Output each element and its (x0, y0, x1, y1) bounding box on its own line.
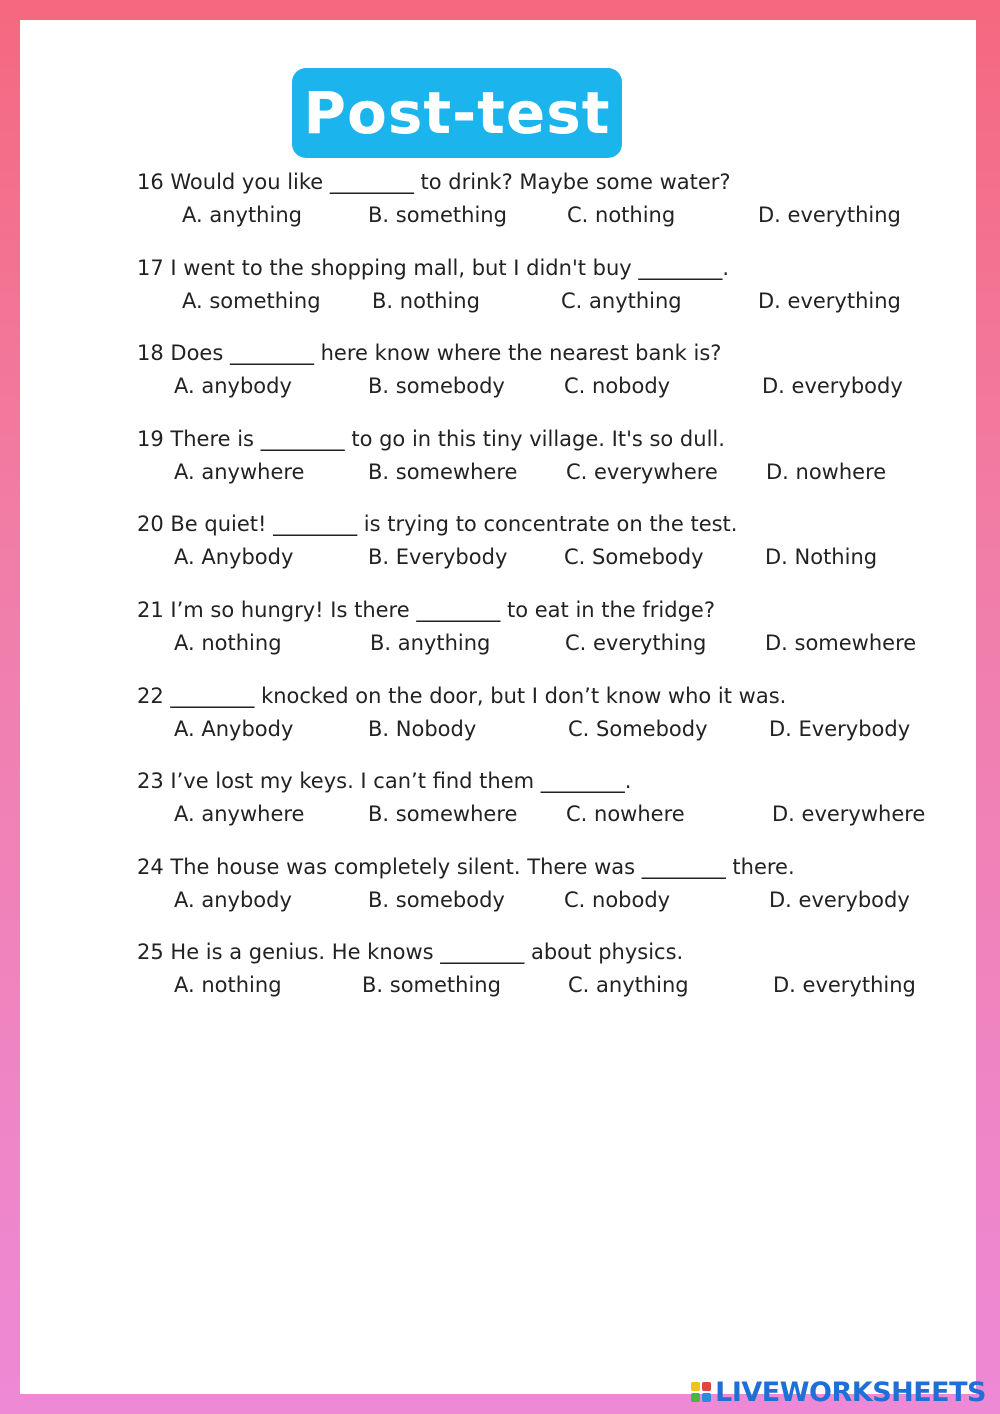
question-list (137, 170, 957, 1026)
question-item (137, 512, 957, 598)
question-item (137, 256, 957, 342)
question-item (137, 170, 957, 256)
answer-option-d[interactable]: D. everywhere (772, 802, 926, 827)
page-title: Post-test (303, 79, 611, 147)
question-text: 25 He is a genius. He knows ________ about physics. (137, 940, 684, 965)
answer-option-b[interactable]: B. Nobody (368, 716, 477, 741)
question-item (137, 940, 957, 1026)
answer-option-a[interactable]: A. Anybody (174, 545, 294, 570)
answer-option-a[interactable]: A. anything (182, 203, 302, 227)
logo-text: LIVEWORKSHEETS (715, 1376, 986, 1408)
answer-option-b[interactable]: B. nothing (372, 288, 480, 313)
question-text: 18 Does ________ here know where the nearest bank is? (137, 341, 722, 366)
question-item (137, 598, 957, 684)
question-item (137, 427, 957, 513)
question-text: 17 I went to the shopping mall, but I didn't buy ________. (137, 255, 730, 280)
title-badge (292, 68, 622, 158)
answer-option-b[interactable]: B. anything (370, 630, 491, 655)
question-item (137, 341, 957, 427)
answer-option-d[interactable]: D. everybody (769, 887, 910, 912)
answer-option-b[interactable]: B. something (362, 973, 501, 998)
answer-option-b[interactable]: B. something (368, 203, 507, 227)
answer-option-c[interactable]: C. nowhere (566, 802, 685, 827)
question-text: 22 ________ knocked on the door, but I don’t know who it was. (137, 683, 787, 708)
answer-option-d[interactable]: D. everybody (762, 374, 903, 399)
answer-option-d[interactable]: D. nowhere (766, 459, 887, 484)
answer-option-c[interactable]: C. Somebody (568, 716, 708, 741)
question-item (137, 769, 957, 855)
answer-option-b[interactable]: B. somewhere (368, 459, 518, 484)
answer-option-c[interactable]: C. anything (561, 288, 682, 313)
answer-option-b[interactable]: B. Everybody (368, 545, 508, 570)
answer-option-d[interactable]: D. Nothing (765, 545, 878, 570)
answer-option-a[interactable]: A. anybody (174, 887, 292, 912)
answer-option-d[interactable]: D. everything (758, 203, 901, 227)
question-text: 20 Be quiet! ________ is trying to concentrate on the test. (137, 512, 738, 537)
question-text: 24 The house was completely silent. There was ________ there. (137, 854, 795, 879)
answer-option-b[interactable]: B. somebody (368, 374, 505, 399)
answer-option-a[interactable]: A. anybody (174, 374, 292, 399)
answer-option-c[interactable]: C. Somebody (564, 545, 704, 570)
answer-option-a[interactable]: A. anywhere (174, 802, 305, 827)
answer-option-c[interactable]: C. everywhere (566, 459, 718, 484)
answer-option-c[interactable]: C. anything (568, 973, 689, 998)
answer-option-b[interactable]: B. somebody (368, 887, 505, 912)
answer-option-c[interactable]: C. nobody (564, 887, 671, 912)
question-text: 23 I’ve lost my keys. I can’t find them ________. (137, 769, 632, 794)
answer-option-a[interactable]: A. nothing (174, 973, 282, 998)
answer-option-a[interactable]: A. nothing (174, 630, 282, 655)
question-text: 16 Would you like ________ to drink? Maybe some water? (137, 170, 731, 194)
question-item (137, 684, 957, 770)
answer-option-a[interactable]: A. anywhere (174, 459, 305, 484)
liveworksheets-logo (691, 1376, 986, 1408)
answer-option-c[interactable]: C. everything (565, 630, 707, 655)
answer-option-c[interactable]: C. nobody (564, 374, 671, 399)
liveworksheets-logo-icon (691, 1382, 711, 1402)
answer-option-d[interactable]: D. everything (773, 973, 916, 998)
answer-option-b[interactable]: B. somewhere (368, 802, 518, 827)
answer-option-d[interactable]: D. Everybody (769, 716, 911, 741)
answer-option-a[interactable]: A. Anybody (174, 716, 294, 741)
answer-option-c[interactable]: C. nothing (567, 203, 676, 227)
answer-option-a[interactable]: A. something (182, 288, 321, 313)
answer-option-d[interactable]: D. somewhere (765, 630, 917, 655)
question-text: 19 There is ________ to go in this tiny village. It's so dull. (137, 426, 725, 451)
question-text: 21 I’m so hungry! Is there ________ to eat in the fridge? (137, 597, 715, 622)
worksheet-page (20, 20, 976, 1394)
answer-option-d[interactable]: D. everything (758, 288, 901, 313)
question-item (137, 855, 957, 941)
